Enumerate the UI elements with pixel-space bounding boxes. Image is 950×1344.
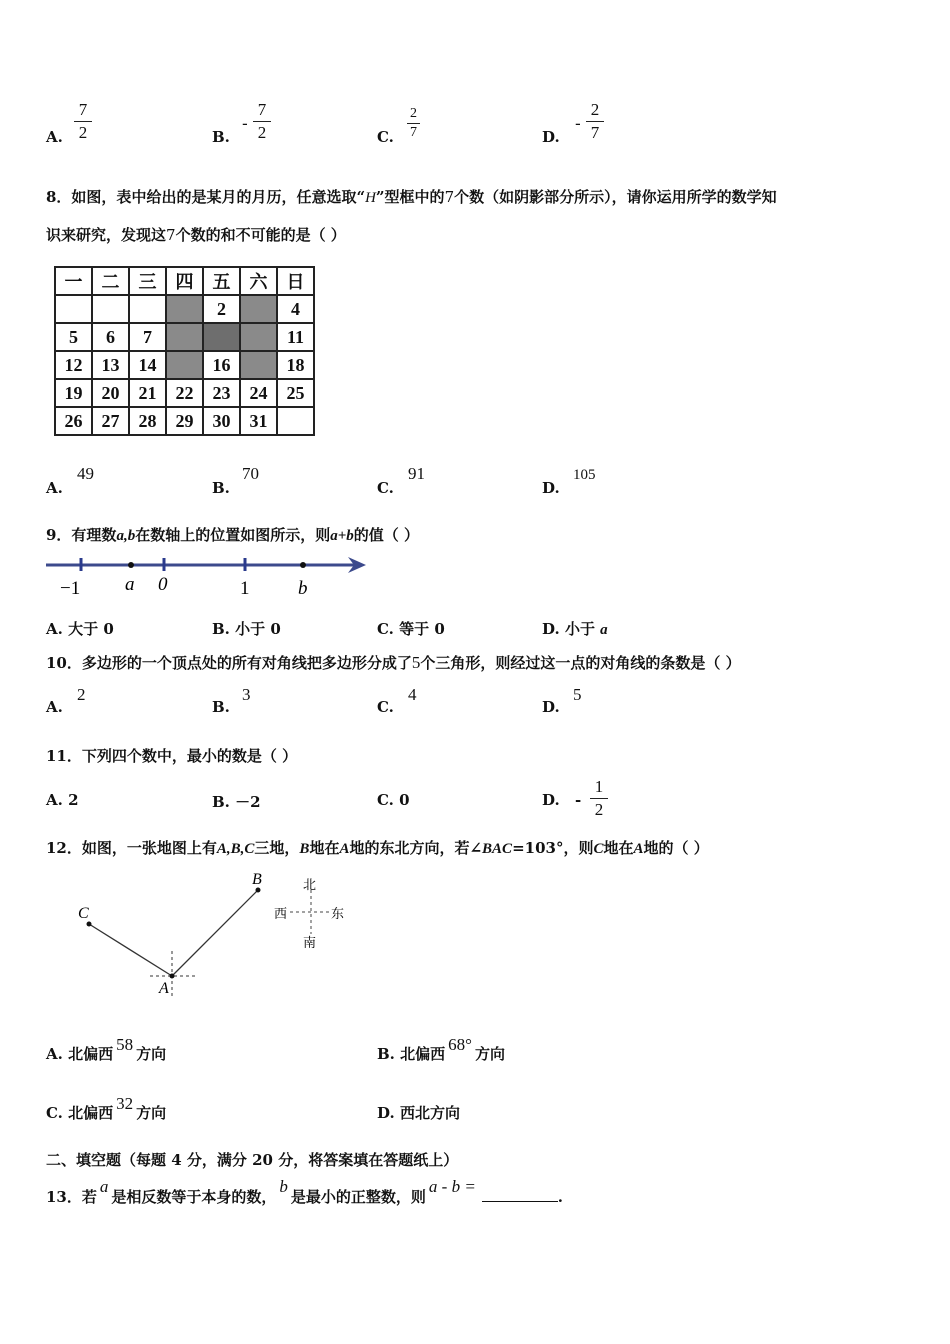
q12-option-d: D. 西北方向 [377, 1104, 460, 1122]
calendar-cell-shaded [240, 323, 277, 351]
q12-stem: 12．如图，一张地图上有A,B,C三地，B地在A地的东北方向，若∠BAC=103°，则C地在A地的（ ） [46, 839, 709, 857]
q8-option-b-label: B. [212, 479, 230, 497]
compass-south: 南 [303, 936, 317, 951]
calendar-cell: 14 [129, 351, 166, 379]
calendar-cell: 16 [203, 351, 240, 379]
point-b [300, 562, 306, 568]
calendar-cell: 30 [203, 407, 240, 435]
label-zero: 0 [158, 574, 168, 595]
q9-option-a: A. 大于 0 [46, 620, 114, 638]
calendar-cell-shaded [166, 351, 203, 379]
calendar-row [55, 379, 314, 407]
numerator: 7 [257, 100, 267, 119]
q9-number-line [44, 552, 374, 600]
calendar-cell [92, 295, 129, 323]
point-b [256, 888, 261, 893]
calendar-cell-shaded [166, 323, 203, 351]
calendar-cell-shaded [240, 295, 277, 323]
calendar-cell-shaded [166, 295, 203, 323]
q8-option-a-value: 49 [77, 464, 94, 483]
label-minus-one: −1 [60, 578, 81, 599]
q11-stem: 11．下列四个数中，最小的数是（ ） [46, 747, 298, 765]
q7-option-b-fraction [253, 100, 271, 143]
q12-option-c: C. 北偏西 32 方向 [46, 1094, 167, 1122]
q11-option-c: C. 0 [377, 791, 410, 809]
calendar-header: 五 [203, 267, 240, 295]
calendar-header: 六 [240, 267, 277, 295]
q8-option-c-value: 91 [408, 464, 425, 483]
point-a [170, 974, 175, 979]
q7-option-a-label: A. [46, 128, 63, 146]
q10-option-c-value: 4 [408, 685, 417, 704]
label-c: C [78, 905, 89, 922]
calendar-cell: 11 [277, 323, 314, 351]
denominator: 2 [78, 123, 88, 142]
calendar-cell: 25 [277, 379, 314, 407]
q7-option-c-label: C. [377, 128, 394, 146]
compass-east: 东 [331, 907, 345, 922]
q8-stem-line1: 8．如图，表中给出的是某月的月历，任意选取“H”型框中的7个数（如阴影部分所示），请你运用所学的数学知 [46, 188, 777, 206]
q7-option-c-fraction [407, 106, 420, 141]
calendar-cell: 21 [129, 379, 166, 407]
q10-option-a-label: A. [46, 698, 63, 716]
calendar-cell [55, 295, 92, 323]
calendar-cell: 19 [55, 379, 92, 407]
answer-blank[interactable] [482, 1187, 558, 1202]
denominator: 7 [410, 125, 417, 140]
q8-option-d-label: D. [542, 479, 560, 497]
calendar-cell: 22 [166, 379, 203, 407]
q8-stem-line2: 识来研究，发现这7个数的和不可能的是（ ） [46, 226, 346, 244]
q10-option-c-label: C. [377, 698, 394, 716]
calendar-cell: 5 [55, 323, 92, 351]
q7-option-d-sign: - [575, 114, 581, 134]
q11-option-b: B. －2 [212, 793, 261, 811]
q11-option-d-sign: - [575, 791, 582, 809]
calendar-header-row [55, 267, 314, 295]
calendar-cell-shaded [203, 323, 240, 351]
h-shape-label: H [365, 190, 376, 206]
calendar-cell: 20 [92, 379, 129, 407]
q10-stem: 10．多边形的一个顶点处的所有对角线把多边形分成了5个三角形，则经过这一点的对角线的条数是（ ） [46, 653, 741, 672]
q10-option-d-value: 5 [573, 685, 582, 704]
calendar-cell: 4 [277, 295, 314, 323]
q11-option-a: A. 2 [46, 791, 79, 809]
q7-option-d-fraction [586, 100, 604, 143]
calendar-cell: 7 [129, 323, 166, 351]
calendar-cell: 28 [129, 407, 166, 435]
numerator: 7 [78, 100, 88, 119]
calendar-cell: 27 [92, 407, 129, 435]
calendar-header: 四 [166, 267, 203, 295]
q9-option-c: C. 等于 0 [377, 620, 445, 638]
denominator: 2 [594, 800, 604, 819]
calendar-row [55, 295, 314, 323]
q11-option-d-fraction [590, 777, 608, 820]
numerator: 2 [410, 106, 417, 121]
calendar-header: 二 [92, 267, 129, 295]
calendar-cell: 24 [240, 379, 277, 407]
q12-option-a: A. 北偏西 58 方向 [46, 1035, 167, 1063]
calendar-header: 日 [277, 267, 314, 295]
denominator: 2 [257, 123, 267, 142]
q10-option-b-label: B. [212, 698, 230, 716]
q12-option-b: B. 北偏西 68° 方向 [377, 1035, 505, 1063]
q10-option-d-label: D. [542, 698, 560, 716]
q12-direction-diagram [70, 868, 360, 1000]
calendar-cell-shaded [240, 351, 277, 379]
q11-option-d-label: D. [542, 791, 560, 809]
calendar-header: 一 [55, 267, 92, 295]
compass-west: 西 [274, 907, 288, 922]
section-heading-fill-in: 二、填空题（每题 4 分，满分 20 分，将答案填在答题纸上） [46, 1151, 459, 1169]
calendar-cell: 13 [92, 351, 129, 379]
label-a: A [159, 980, 169, 997]
calendar-row [55, 323, 314, 351]
label-one: 1 [240, 578, 250, 599]
q8-option-a-label: A. [46, 479, 63, 497]
denominator: 7 [590, 123, 600, 142]
calendar-cell [129, 295, 166, 323]
label-a: a [125, 574, 135, 595]
label-b: b [298, 578, 308, 599]
point-c [87, 922, 92, 927]
q7-option-b-sign: - [242, 114, 248, 134]
segment-ac [89, 924, 172, 976]
q10-option-a-value: 2 [77, 685, 86, 704]
q7-option-a-fraction [74, 100, 92, 143]
q13-stem: 13．若a是相反数等于本身的数，b是最小的正整数，则a - b =. [46, 1177, 564, 1206]
calendar-cell: 29 [166, 407, 203, 435]
numerator: 1 [594, 777, 604, 796]
q9-option-d: D. 小于 a [542, 620, 608, 638]
calendar-row [55, 351, 314, 379]
calendar-cell: 26 [55, 407, 92, 435]
calendar-cell: 6 [92, 323, 129, 351]
calendar-cell: 18 [277, 351, 314, 379]
q8-option-d-value: 105 [573, 467, 596, 483]
calendar-cell: 23 [203, 379, 240, 407]
calendar-header: 三 [129, 267, 166, 295]
label-b: B [252, 871, 262, 888]
compass-north: 北 [303, 878, 317, 893]
q9-stem: 9．有理数a,b在数轴上的位置如图所示，则a+b的值（ ） [46, 526, 419, 544]
q7-option-d-label: D. [542, 128, 560, 146]
q8-option-b-value: 70 [242, 464, 259, 483]
calendar-row [55, 407, 314, 435]
calendar-cell: 12 [55, 351, 92, 379]
point-a [128, 562, 134, 568]
q8-calendar-table [54, 266, 315, 436]
numerator: 2 [590, 100, 600, 119]
calendar-cell: 31 [240, 407, 277, 435]
q7-option-b-label: B. [212, 128, 230, 146]
q10-option-b-value: 3 [242, 685, 251, 704]
calendar-cell: 2 [203, 295, 240, 323]
q8-option-c-label: C. [377, 479, 394, 497]
q9-option-b: B. 小于 0 [212, 620, 281, 638]
segment-ab [172, 890, 258, 976]
calendar-cell [277, 407, 314, 435]
